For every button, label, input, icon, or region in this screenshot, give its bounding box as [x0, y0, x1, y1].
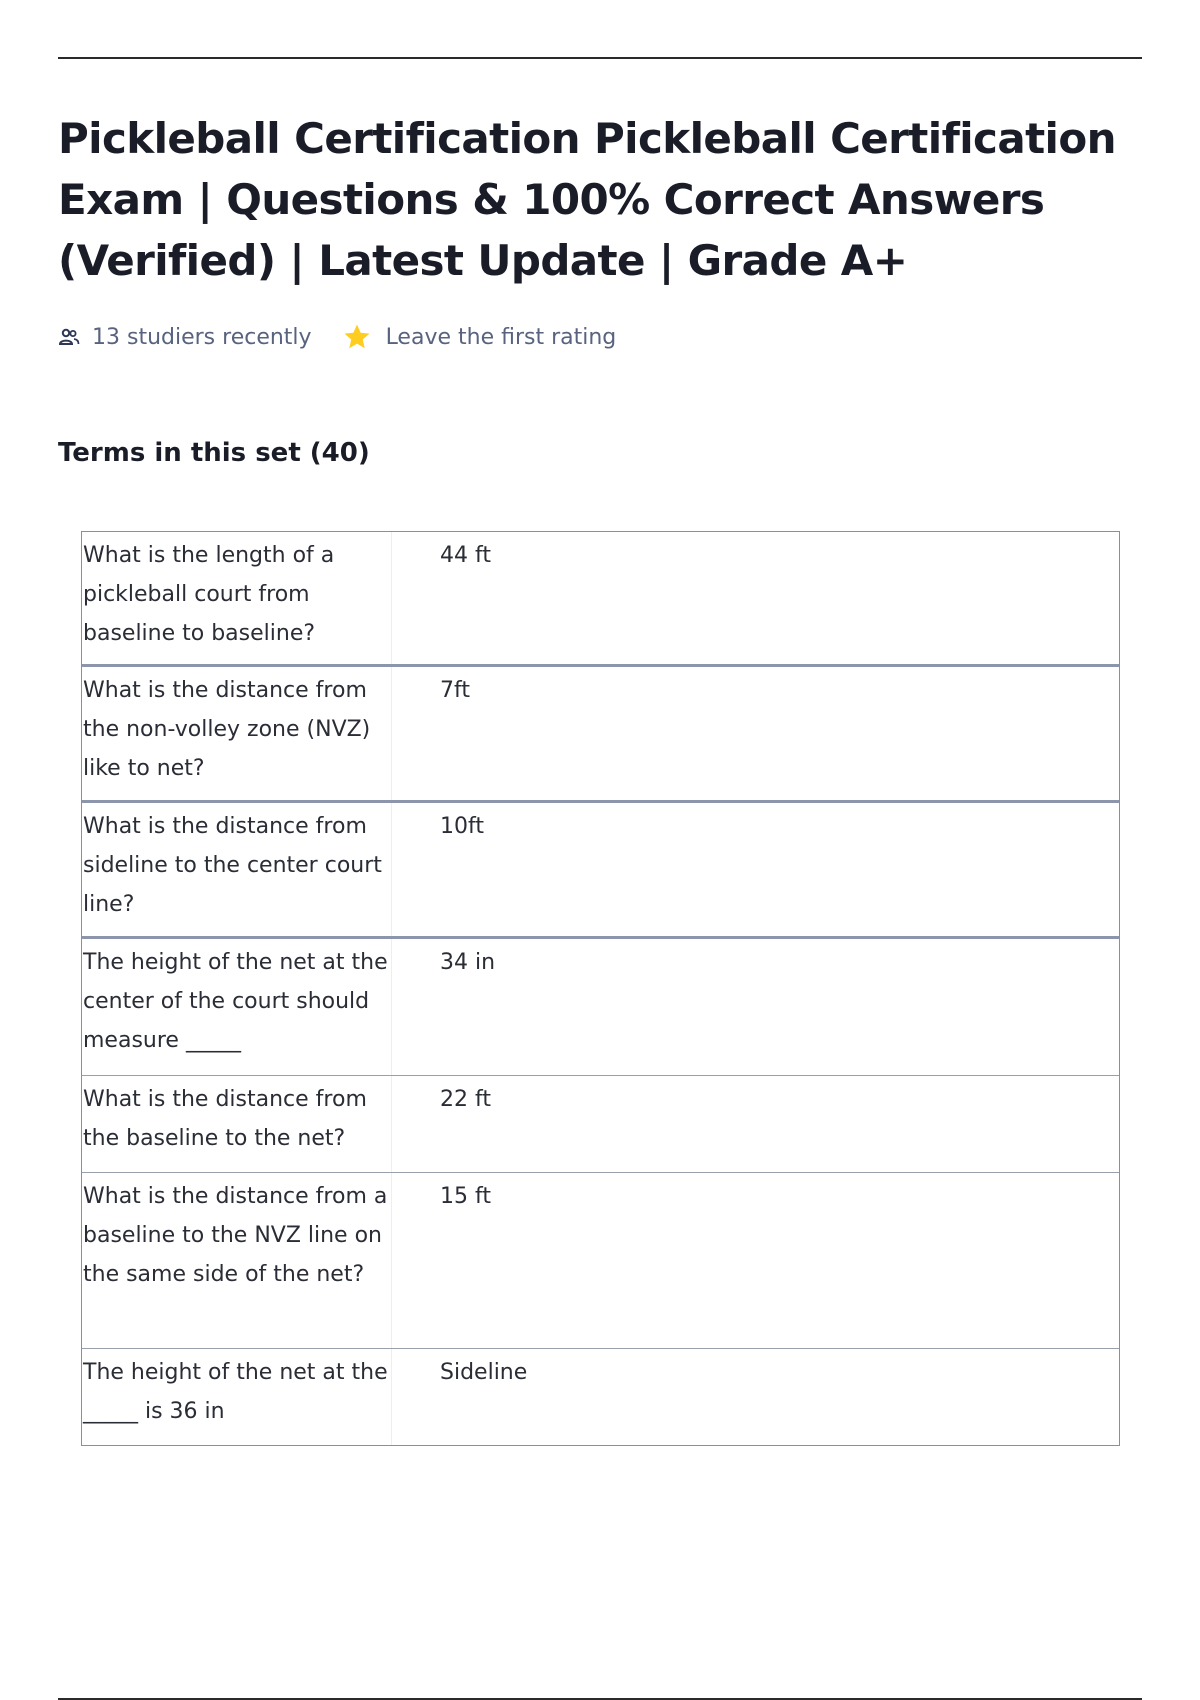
term-text: What is the distance from the baseline to the net? — [82, 1076, 392, 1172]
table-row — [82, 532, 1119, 667]
table-row — [82, 803, 1119, 939]
definition-text: 34 in — [440, 950, 496, 975]
table-row — [82, 1349, 1119, 1445]
definition-text: 15 ft — [440, 1184, 491, 1209]
definition-text: 44 ft — [440, 543, 491, 568]
studiers-count: 13 studiers recently — [92, 324, 312, 350]
term-text: What is the distance from the non-volley zone (NVZ) like to net? — [82, 667, 392, 800]
terms-table — [81, 531, 1120, 1446]
top-divider — [58, 57, 1142, 59]
term-text: What is the distance from sideline to the center court line? — [82, 803, 392, 936]
leave-rating-link[interactable]: Leave the first rating — [385, 324, 617, 350]
definition-text: Sideline — [440, 1360, 528, 1385]
definition-text: 7ft — [440, 678, 470, 703]
people-icon — [58, 326, 80, 348]
table-row — [82, 1076, 1119, 1173]
term-text: The height of the net at the center of the court should measure _____ — [82, 939, 392, 1075]
table-row — [82, 667, 1119, 803]
definition-text: 22 ft — [440, 1087, 491, 1112]
term-text: What is the length of a pickleball court from baseline to baseline? — [82, 532, 392, 664]
term-text: The height of the net at the _____ is 36 in — [82, 1349, 392, 1445]
table-row — [82, 939, 1119, 1076]
set-meta — [58, 320, 616, 354]
table-row — [82, 1173, 1119, 1349]
star-icon[interactable] — [342, 322, 372, 352]
term-text: What is the distance from a baseline to the NVZ line on the same side of the net? — [82, 1173, 392, 1348]
definition-text: 10ft — [440, 814, 484, 839]
page-title: Pickleball Certification Pickleball Certification Exam | Questions & 100% Correct Answers (Verified) | Latest Update | Grade A+ — [58, 114, 1116, 285]
terms-heading: Terms in this set (40) — [58, 438, 370, 468]
